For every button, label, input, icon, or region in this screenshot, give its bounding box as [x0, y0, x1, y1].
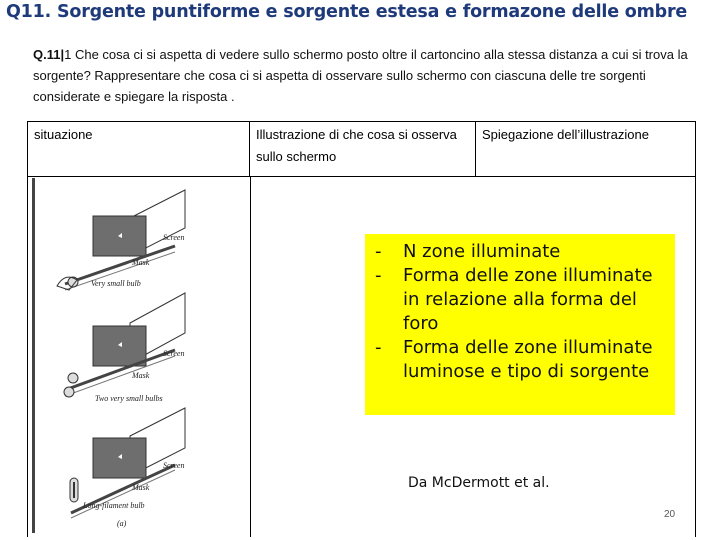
question-number: Q.11|	[33, 47, 65, 62]
list-item: - Forma delle zone illuminate luminose e tipo di sorgente	[375, 337, 653, 382]
credit-text: Da McDermott et al.	[408, 475, 550, 491]
highlight-box	[365, 234, 675, 415]
list-item: - Forma delle zone illuminate in relazione alla forma del foro	[375, 265, 653, 334]
screen-label: Screen	[163, 233, 185, 242]
list-item-text: Forma delle zone illuminate in relazione alla forma del foro	[403, 265, 653, 334]
header-illustrazione: Illustrazione di che cosa si osserva sullo schermo	[250, 122, 476, 176]
panel-label: Two very small bulbs	[95, 394, 163, 403]
bulb-icon	[64, 387, 74, 397]
screen-label: Screen	[163, 461, 185, 470]
question-text-block	[33, 44, 693, 107]
mask-label: Mask	[132, 483, 150, 492]
header-spiegazione: Spiegazione dell’illustrazione	[482, 127, 649, 142]
table-header-row	[27, 121, 696, 177]
situation-figure	[32, 178, 253, 533]
panel-two-small-bulbs	[64, 293, 185, 403]
mask-label: Mask	[132, 258, 150, 267]
mask-label: Mask	[132, 371, 150, 380]
question-body: 1 Che cosa ci si aspetta di vedere sullo schermo posto oltre il cartoncino alla stessa distanza a cui si trova la sorgente? Rappresentare che cosa ci si aspetta di osservare sullo schermo con ciascuna delle tre sorgenti considerate e spiegare la risposta .	[33, 47, 688, 104]
mask-card	[93, 326, 146, 366]
bulb-icon	[68, 373, 78, 383]
list-item-text: N zone illuminate	[403, 241, 561, 262]
panel-long-filament-bulb	[70, 408, 185, 528]
screen-label: Screen	[163, 349, 185, 358]
list-item-text: Forma delle zone illuminate luminose e tipo di sorgente	[403, 337, 653, 382]
panel-tag: (a)	[117, 519, 127, 528]
header-situazione: situazione	[28, 122, 250, 176]
panel-label: Long-filament bulb	[83, 501, 145, 510]
slide-title: Q11. Sorgente puntiforme e sorgente estesa e formazone delle ombre	[6, 2, 688, 22]
highlight-list	[375, 240, 667, 384]
mask-card	[93, 438, 146, 478]
panel-very-small-bulb	[57, 190, 185, 290]
page-number: 20	[664, 509, 676, 520]
list-item: - N zone illuminate	[375, 241, 561, 262]
panel-label: Very small bulb	[91, 279, 141, 288]
figure-drawing	[35, 178, 250, 533]
